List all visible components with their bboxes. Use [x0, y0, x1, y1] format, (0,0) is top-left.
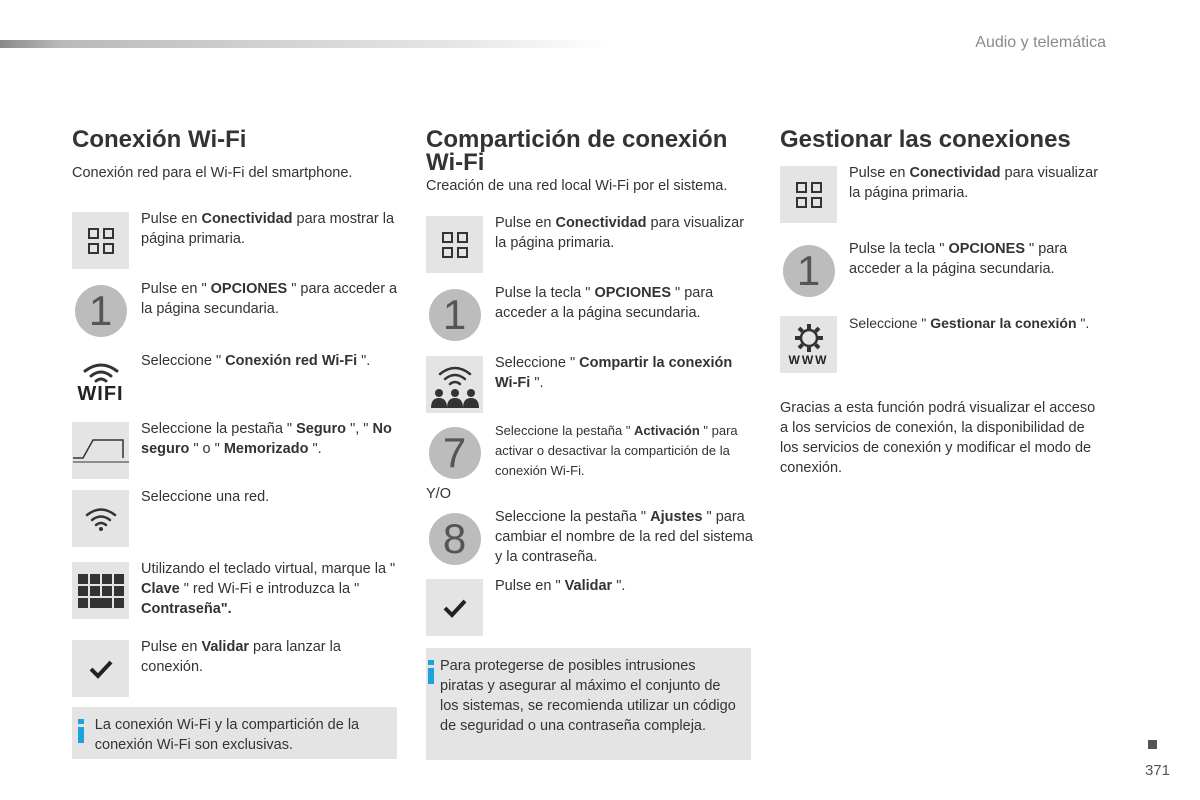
column-manage-connections [780, 126, 1110, 476]
wifi-sharing-icon [426, 356, 483, 413]
heading-wifi-sharing: Compartición de conexión Wi-Fi [426, 126, 728, 176]
page-number: 371 [1144, 762, 1170, 779]
info-icon [72, 707, 91, 759]
check-icon [72, 640, 129, 697]
page-marker [1148, 740, 1157, 749]
body-text: Gracias a esta función podrá visualizar el acceso a los servicios de conexión, la disponibilidad de los servicios de conexión y modificar el modo de conexión. [780, 400, 1096, 476]
number-1-icon: 1 [426, 286, 483, 343]
column-wifi-connection [72, 126, 402, 753]
www-gear-icon: WWW [780, 316, 837, 373]
or-label: Y/O [426, 486, 451, 502]
info-icon [426, 648, 436, 760]
grid-icon [426, 216, 483, 273]
heading-wifi-connection: Conexión Wi-Fi [72, 126, 247, 153]
heading-manage-connections: Gestionar las conexiones [780, 126, 1071, 153]
step-text: Seleccione " Gestionar la conexión ". [849, 315, 1090, 331]
number-1-icon: 1 [72, 282, 129, 339]
step-text: Seleccione la pestaña " Seguro ", " No seguro " o " Memorizado ". [141, 421, 392, 457]
wifi-icon [72, 490, 129, 547]
step-text: Pulse en Validar para lanzar la conexión. [141, 639, 341, 675]
number-8-icon: 8 [426, 510, 483, 567]
keyboard-icon [72, 562, 129, 619]
step-text: Seleccione la pestaña " Activación " para activar o desactivar la compartición de la conexión Wi-Fi. [495, 423, 738, 478]
step-text: Pulse en Conectividad para visualizar la página primaria. [849, 165, 1099, 201]
step-text: Pulse en " OPCIONES " para acceder a la página secundaria. [141, 281, 398, 317]
step-text: Seleccione " Conexión red Wi-Fi ". [141, 353, 371, 369]
grid-icon [780, 166, 837, 223]
info-box: La conexión Wi-Fi y la compartición de la conexión Wi-Fi son exclusivas. [72, 707, 397, 759]
intro-text: Conexión red para el Wi-Fi del smartphone. [72, 165, 353, 181]
step-text: Pulse la tecla " OPCIONES " para acceder a la página secundaria. [495, 285, 714, 321]
info-box: Para protegerse de posibles intrusiones piratas y asegurar al máximo el conjunto de los sistemas, se recomienda utilizar un código de seguridad o una contraseña compleja. [426, 648, 751, 760]
step-text: Seleccione la pestaña " Ajustes " para cambiar el nombre de la red del sistema y la contraseña. [495, 509, 753, 565]
section-title: Audio y telemática [975, 34, 1106, 51]
step-text: Pulse en Conectividad para visualizar la página primaria. [495, 215, 745, 251]
step-text: Seleccione " Compartir la conexión Wi-Fi ". [495, 355, 733, 391]
step-text: Pulse en " Validar ". [495, 578, 626, 594]
step-text: Seleccione una red. [141, 489, 270, 505]
step-text: Pulse la tecla " OPCIONES " para acceder a la página secundaria. [849, 241, 1068, 277]
step-text: Pulse en Conectividad para mostrar la página primaria. [141, 211, 395, 247]
intro-text: Creación de una red local Wi-Fi por el sistema. [426, 178, 728, 194]
header-bar [0, 40, 610, 48]
check-icon [426, 579, 483, 636]
step-text: Utilizando el teclado virtual, marque la " Clave " red Wi-Fi e introduzca la " Contraseña". [141, 561, 396, 617]
number-1-icon: 1 [780, 242, 837, 299]
column-wifi-sharing [426, 126, 756, 734]
wifi-logo-icon: WIFI [72, 354, 129, 411]
grid-icon [72, 212, 129, 269]
number-7-icon: 7 [426, 424, 483, 481]
tabs-icon [72, 422, 129, 479]
